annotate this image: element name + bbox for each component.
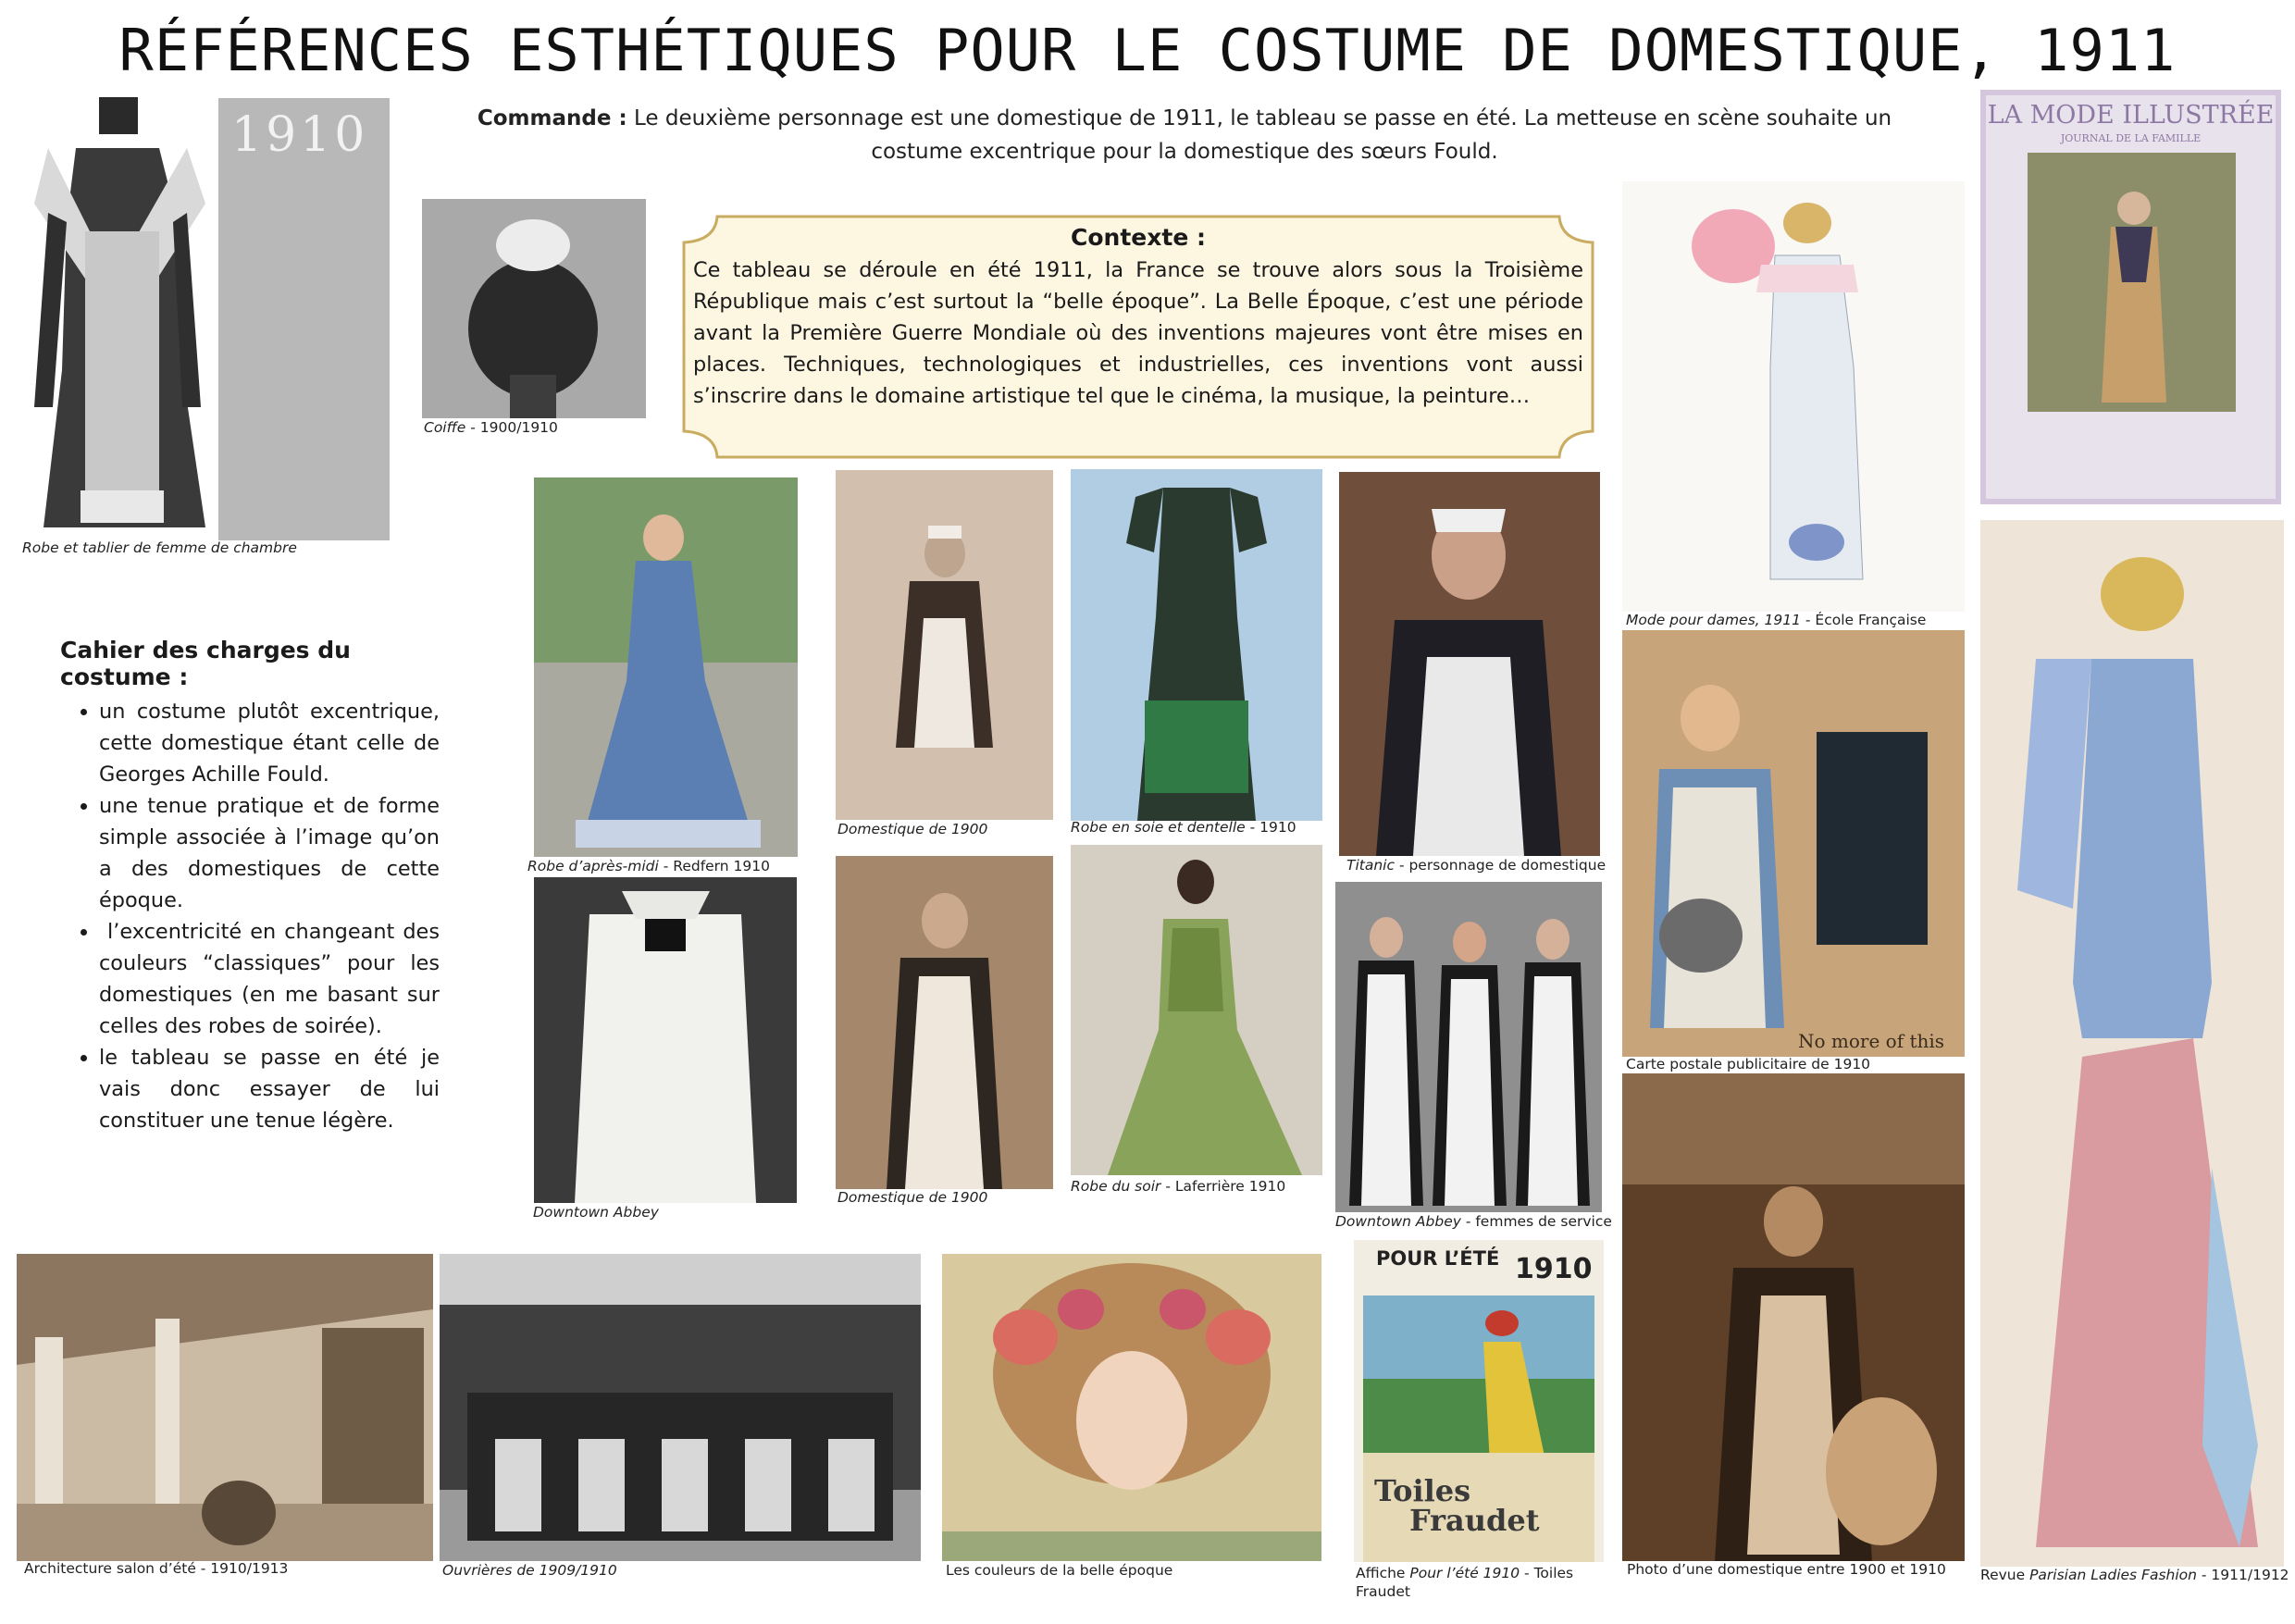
caption-robe-soie: Robe en soie et dentelle - 1910: [1071, 819, 1296, 836]
domestique-1900-photo-b: [836, 856, 1053, 1189]
caption-coiffe: Coiffe - 1900/1910: [424, 419, 558, 436]
affiche-pour-l-ete-poster: [1354, 1240, 1604, 1562]
poster-fraudet-text: Fraudet: [1409, 1503, 1540, 1538]
la-mode-illustree-cover: [1980, 90, 2281, 504]
carte-postale-slogan: No more of this: [1798, 1030, 1945, 1052]
mode-illustree-subtitle: JOURNAL DE LA FAMILLE: [2060, 132, 2202, 144]
poster-title-text: POUR L’ÉTÉ: [1376, 1247, 1500, 1270]
poster-toiles-text: Toiles: [1374, 1473, 1471, 1508]
cahier-list: [51, 696, 447, 1136]
caption-domestique-1900-b: Domestique de 1900: [837, 1189, 988, 1206]
titanic-maid-image: [1339, 472, 1600, 856]
mode-pour-dames-illustration: [1622, 181, 1965, 612]
downtown-abbey-apron-image: [534, 877, 797, 1203]
cahier-item: • l’excentricité en changeant des couleurs “classiques” pour les domestiques (en me basant sur celles des robes de soirée).: [99, 916, 440, 1042]
year-1910-panel: [218, 98, 390, 540]
year-1910-text: 1910: [231, 107, 369, 163]
silk-lace-dress-image: [1071, 469, 1322, 821]
commande-text: Le deuxième personnage est une domestique de 1911, le tableau se passe en été. La metteuse en scène souhaite un costume excentrique pour la domestique des sœurs Fould.: [633, 106, 1892, 164]
caption-redfern: Robe d’après-midi - Redfern 1910: [527, 858, 770, 874]
cover-painting: [2028, 153, 2236, 412]
caption-affiche: Affiche Pour l’été 1910 - Toiles Fraudet: [1356, 1565, 1574, 1600]
caption-robe-soir: Robe du soir - Laferrière 1910: [1071, 1178, 1286, 1195]
contexte-box: [680, 213, 1596, 461]
mode-illustree-title: LA MODE ILLUSTRÉE: [1987, 101, 2275, 130]
redfern-afternoon-dress-image: [534, 477, 798, 857]
cahier-item: • une tenue pratique et de forme simple associée à l’image qu’on a des domestiques de cette époque.: [99, 790, 440, 916]
ouvrieres-group-photo: [440, 1254, 921, 1561]
caption-revue: Revue Parisian Ladies Fashion - 1911/1912: [1980, 1567, 2289, 1583]
architecture-salon-ete-image: [17, 1254, 433, 1561]
cahier-heading: Cahier des charges du costume :: [60, 637, 351, 690]
caption-couleurs: Les couleurs de la belle époque: [946, 1562, 1173, 1579]
caption-architecture: Architecture salon d’été - 1910/1913: [24, 1560, 289, 1577]
cahier-des-charges: [51, 637, 447, 1136]
caption-titanic: Titanic - personnage de domestique: [1346, 857, 1606, 874]
belle-epoque-colors-artwork: [942, 1254, 1321, 1561]
parisian-ladies-fashion-illustration: [1980, 520, 2284, 1567]
contexte-heading: Contexte :: [1071, 224, 1206, 251]
caption-robe-tablier: Robe et tablier de femme de chambre: [22, 539, 297, 556]
maid-dress-engraving-image: [20, 93, 224, 544]
caption-downtown-femmes: Downtown Abbey - femmes de service: [1335, 1213, 1612, 1230]
caption-photo-domestique: Photo d’une domestique entre 1900 et 1910: [1627, 1561, 1946, 1578]
downtown-abbey-maids-image: [1335, 882, 1602, 1212]
cahier-item: • le tableau se passe en été je vais donc essayer de lui constituer une tenue légère.: [99, 1042, 440, 1136]
cahier-item: • un costume plutôt excentrique, cette domestique étant celle de Georges Achille Fould.: [99, 696, 440, 790]
domestique-sepia-photo: [1622, 1073, 1965, 1561]
laferriere-evening-dress-image: [1071, 845, 1322, 1175]
caption-ouvrieres: Ouvrières de 1909/1910: [442, 1562, 617, 1579]
caption-downtown-abbey: Downtown Abbey: [533, 1204, 659, 1221]
page-title: RÉFÉRENCES ESTHÉTIQUES POUR LE COSTUME DE DOMESTIQUE, 1911: [118, 17, 2177, 84]
caption-mode-dames: Mode pour dames, 1911 - École Française: [1626, 612, 1927, 628]
carte-postale-image: [1622, 630, 1965, 1057]
poster-year-text: 1910: [1515, 1253, 1593, 1285]
coiffe-photo: [422, 199, 646, 418]
commande-block: [444, 102, 1925, 168]
caption-carte-postale: Carte postale publicitaire de 1910: [1626, 1056, 1871, 1072]
caption-domestique-1900-a: Domestique de 1900: [837, 821, 988, 837]
domestique-1900-photo-a: [836, 470, 1053, 820]
contexte-text: Ce tableau se déroule en été 1911, la France se trouve alors sous la Troisième République mais c’est surtout la “belle époque”. La Belle Époque, c’est une période avant la Première Guerre Mondiale où des inventions majeures vont être mises en places. Techniques, technologiques et industrielles, ces inventions vont aussi s’inscrire dans le domaine artistique tel que le cinéma, la musique, la peinture…: [693, 258, 1583, 408]
commande-label: Commande :: [477, 106, 627, 130]
